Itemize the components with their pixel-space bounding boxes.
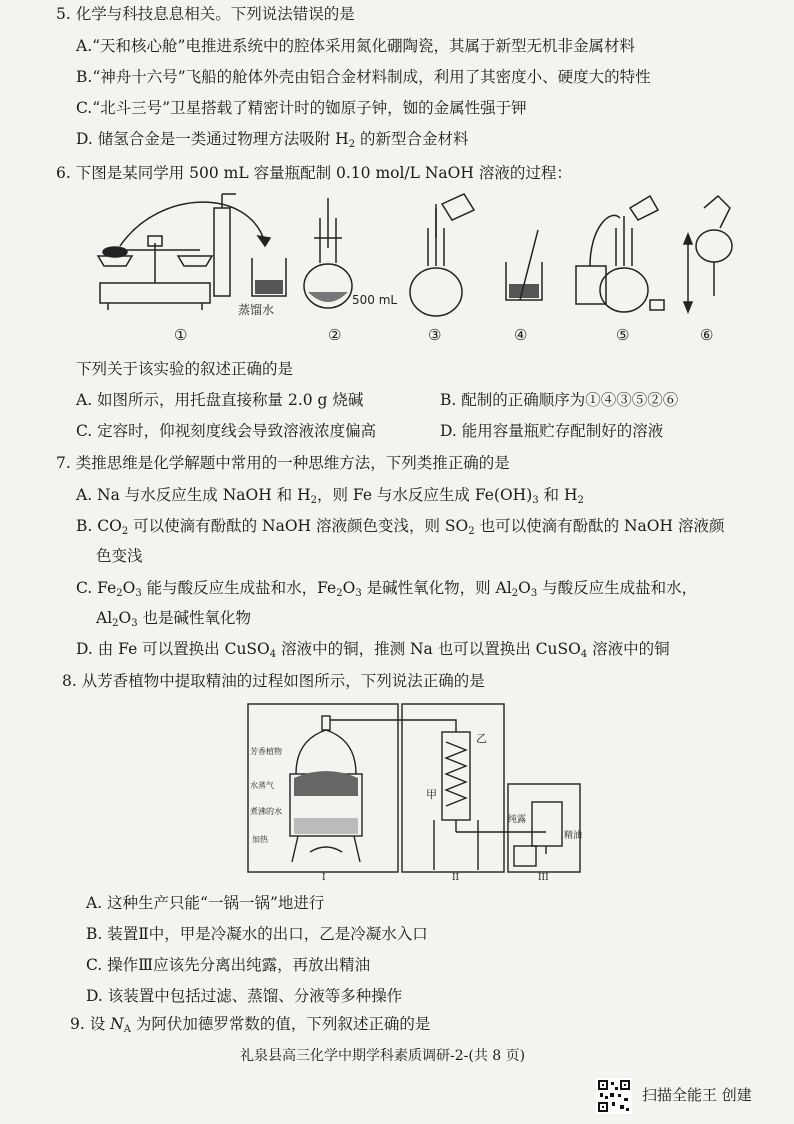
q6-solution-prep-figure (90, 188, 750, 348)
q7-option-a: A. Na 与水反应生成 NaOH 和 $H_2$，则 Fe 与水反应生成 $Fe(OH)_3$ 和 $H_2$ (76, 486, 584, 506)
label-hydrosol: 纯露 (508, 815, 527, 825)
label-boiling: 煮沸的水 (250, 807, 282, 816)
q5-stem: 5. 化学与科技息息相关。下列说法错误的是 (56, 5, 355, 23)
q6-label-volume: 500 mL (352, 293, 398, 307)
q6-option-b: B. 配制的正确顺序为①④③⑤②⑥ (440, 391, 679, 409)
q5-option-a: A.“天和核心舱”电推进系统中的腔体采用氮化硼陶瓷，其属于新型无机非金属材料 (76, 37, 635, 55)
q6-option-a: A. 如图所示，用托盘直接称量 2.0 g 烧碱 (76, 391, 364, 409)
label-oil: 精油 (564, 831, 582, 841)
qr-code-icon (596, 1078, 632, 1114)
q8-stem: 8. 从芳香植物中提取精油的过程如图所示，下列说法正确的是 (62, 672, 485, 690)
q9-stem: 9. 设 $N_A$ 为阿伏加德罗常数的值，下列叙述正确的是 (70, 1015, 431, 1035)
flask-and-wash-bottle-icon (576, 196, 664, 312)
condenser-coil-icon (434, 732, 546, 870)
q6-option-d: D. 能用容量瓶贮存配制好的溶液 (440, 422, 664, 440)
wash-bottle-icon (214, 194, 236, 296)
volumetric-flask-icon (304, 198, 352, 308)
q5-option-c: C.“北斗三号”卫星搭载了精密计时的铷原子钟，铷的金属性强于钾 (76, 99, 527, 117)
q7-option-c-cont: $Al_2O_3$ 也是碱性氧化物 (96, 609, 252, 629)
step-label-1: ① (174, 326, 188, 344)
separator-icon (514, 802, 562, 866)
q7-option-c: C. $Fe_2O_3$ 能与酸反应生成盐和水，$Fe_2O_3$ 是碱性氧化物，则 $Al_2O_3$ 与酸反应生成盐和水， (76, 579, 698, 599)
q8-option-b: B. 装置Ⅱ中，甲是冷凝水的出口，乙是冷凝水入口 (86, 925, 428, 943)
q6-stem: 6. 下图是某同学用 500 mL 容量瓶配制 0.10 mol/L NaOH 溶液的过程： (56, 164, 572, 182)
q8-distillation-figure (246, 702, 582, 880)
page-footer: 礼泉县高三化学中期学科素质调研-2-(共 8 页) (240, 1048, 526, 1064)
pouring-flask-icon (410, 194, 474, 316)
q8-option-d: D. 该装置中包括过滤、蒸馏、分液等多种操作 (86, 987, 403, 1005)
step-label-2: ② (328, 326, 342, 344)
q7-option-b: B. $CO_2$ 可以使滴有酚酞的 NaOH 溶液颜色变浅，则 $SO_2$ 也可以使滴有酚酞的 NaOH 溶液颜 (76, 517, 725, 537)
balance-icon (98, 236, 212, 310)
label-device-1: I (322, 873, 326, 880)
label-yi: 乙 (476, 732, 487, 745)
label-jia: 甲 (426, 788, 437, 801)
q7-option-d: D. 由 Fe 可以置换出 CuSO$_4$ 溶液中的铜，推测 Na 也可以置换出 CuSO$_4$ 溶液中的铜 (76, 640, 670, 660)
q6-option-c: C. 定容时，仰视刻度线会导致溶液浓度偏高 (76, 422, 377, 440)
scanner-watermark: 扫描全能王 创建 (642, 1086, 752, 1104)
step-label-5: ⑤ (616, 326, 630, 344)
step-label-3: ③ (428, 326, 442, 344)
q5-option-d: D. 储氢合金是一类通过物理方法吸附 $H_2$ 的新型合金材料 (76, 130, 469, 150)
label-plant: 芳香植物 (250, 747, 282, 756)
q8-option-a: A. 这种生产只能“一锅一锅”地进行 (86, 894, 325, 912)
q7-option-b-cont: 色变浅 (96, 547, 143, 565)
step-label-6: ⑥ (700, 326, 714, 344)
beaker-icon (252, 258, 286, 296)
stirring-beaker-icon (506, 230, 542, 300)
label-device-2: II (452, 873, 460, 880)
q6-label-water: 蒸馏水 (238, 303, 275, 317)
label-heat: 加热 (252, 835, 268, 844)
step-label-4: ④ (514, 326, 528, 344)
q7-stem: 7. 类推思维是化学解题中常用的一种思维方法，下列类推正确的是 (56, 454, 510, 472)
q6-sub-stem: 下列关于该实验的叙述正确的是 (76, 360, 294, 378)
q8-option-c: C. 操作Ⅲ应该先分离出纯露，再放出精油 (86, 956, 371, 974)
label-steam: 水蒸气 (250, 781, 274, 790)
label-device-3: III (538, 873, 549, 880)
q5-option-b: B.“神舟十六号”飞船的舱体外壳由铝合金材料制成，利用了其密度小、硬度大的特性 (76, 68, 651, 86)
inverting-flask-icon (684, 196, 732, 312)
